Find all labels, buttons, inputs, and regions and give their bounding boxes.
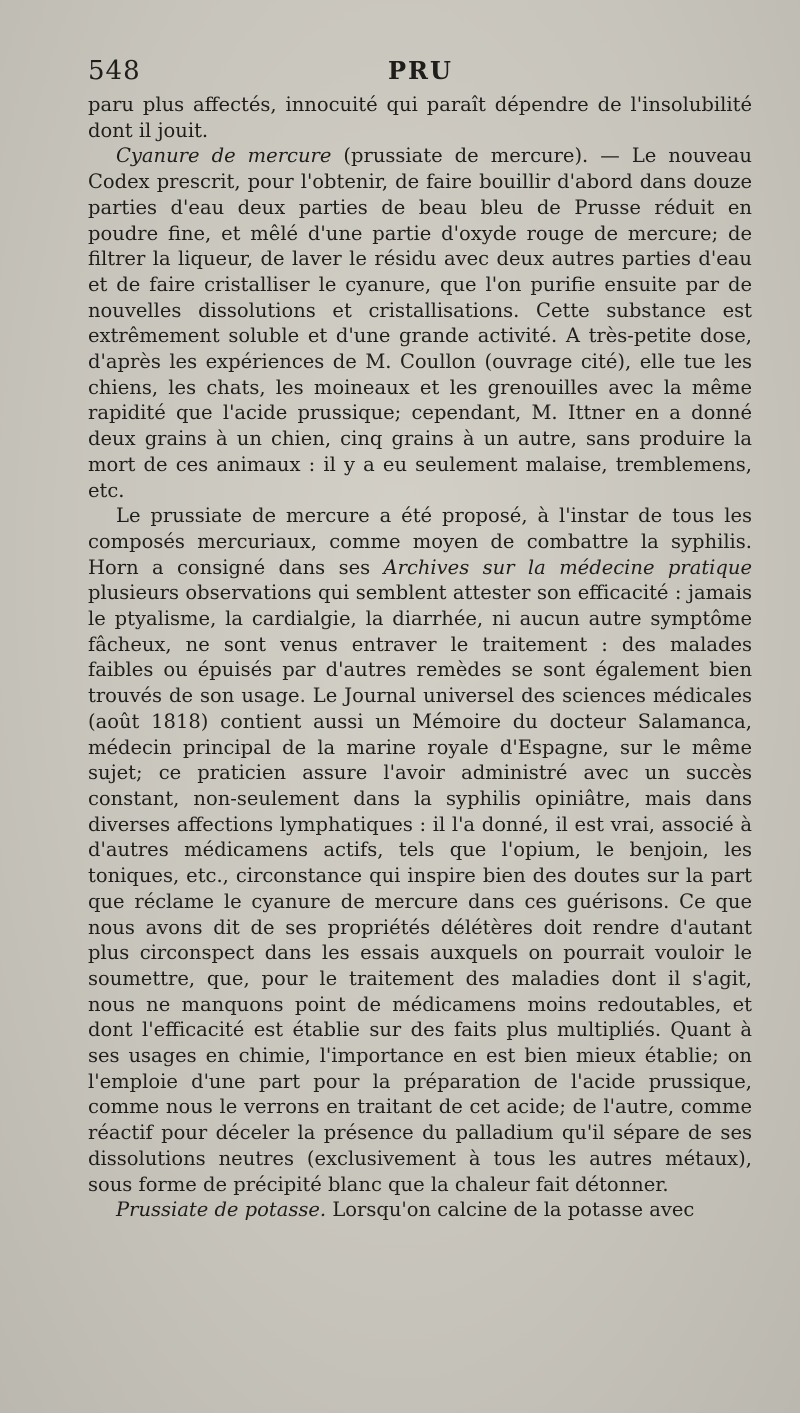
page-number: 548 (88, 56, 141, 86)
text-run: (prussiate de mercure). — Le nouveau Codex prescrit, pour l'obtenir, de faire bouillir d'abord dans douze parties d'eau deux parties de beau bleu de Prusse réduit en poudre fine, et mêlé d'une partie d'oxyde rouge de mercure; de filtrer la liqueur, de laver le résidu avec deux autres parties d'eau et de faire cristalliser le cyanure, que l'on purifie ensuite par de nouvelles dissolutions et cristallisations. Cette substance est extrêmement soluble et d'une grande activité. A très-petite dose, d'après les expériences de M. Coullon (ouvrage cité), elle tue les chiens, les chats, les moineaux et les grenouilles avec la même rapidité que l'acide prussique; cependant, M. Ittner en a donné deux grains à un chien, cinq grains à un autre, sans produire la mort de ces animaux : il y a eu seulement malaise, tremblemens, etc. (88, 144, 752, 502)
entry-heading-cyanure-de-mercure: Cyanure de mercure (116, 144, 332, 168)
page-header (88, 52, 752, 92)
text-run: paru plus affectés, innocuité qui paraît dépendre de l'insolubilité dont il jouit. (88, 93, 752, 142)
italic-title-archives: Archives sur la médecine pratique (383, 555, 752, 579)
paragraph-prussiate-de-potasse (88, 1197, 752, 1223)
paragraph-continuation (88, 92, 752, 143)
text-run: Lorsqu'on calcine de la potasse avec (326, 1198, 695, 1222)
entry-heading-prussiate-de-potasse: Prussiate de potasse. (116, 1198, 327, 1222)
running-head: PRU (388, 56, 453, 85)
book-page (88, 52, 752, 1223)
body-text (88, 92, 752, 1223)
paragraph-cyanure-de-mercure (88, 143, 752, 503)
text-run: Le prussiate de mercure a été proposé, à l'instar de tous les composés mercuriaux, comme moyen de combattre la syphilis. Horn a consigné dans ses (88, 504, 752, 579)
text-run: plusieurs observations qui semblent attester son efficacité : jamais le ptyalisme, la cardialgie, la diarrhée, ni aucun autre symptôme fâcheux, ne sont venus entraver le traitement : des malades faibles ou épuisés par d'autres remèdes se sont également bien trouvés de son usage. Le Journal universel des sciences médicales (août 1818) contient aussi un Mémoire du docteur Salamanca, médecin principal de la marine royale d'Espagne, sur le même sujet; ce praticien assure l'avoir administré avec un succès constant, non-seulement dans la syphilis opiniâtre, mais dans diverses affections lymphatiques : il l'a donné, il est vrai, associé à d'autres médicamens actifs, tels que l'opium, le benjoin, les toniques, etc., circonstance qui inspire bien des doutes sur la part que réclame le cyanure de mercure dans ces guérisons. Ce que nous avons dit de ses propriétés délétères doit rendre d'autant plus circonspect dans les essais auxquels on pourrait vouloir le soumettre, que, pour le traitement des maladies dont il s'agit, nous ne manquons point de médicamens moins redoutables, et dont l'efficacité est établie sur des faits plus multipliés. Quant à ses usages en chimie, l'importance en est bien mieux établie; on l'emploie d'une part pour la préparation de l'acide prussique, comme nous le verrons en traitant de cet acide; de l'autre, comme réactif pour déceler la présence du palladium qu'il sépare de ses dissolutions neutres (exclusivement à tous les autres métaux), sous forme de précipité blanc que la chaleur fait détonner. (88, 581, 752, 1196)
paragraph-syphilis-usage (88, 503, 752, 1197)
